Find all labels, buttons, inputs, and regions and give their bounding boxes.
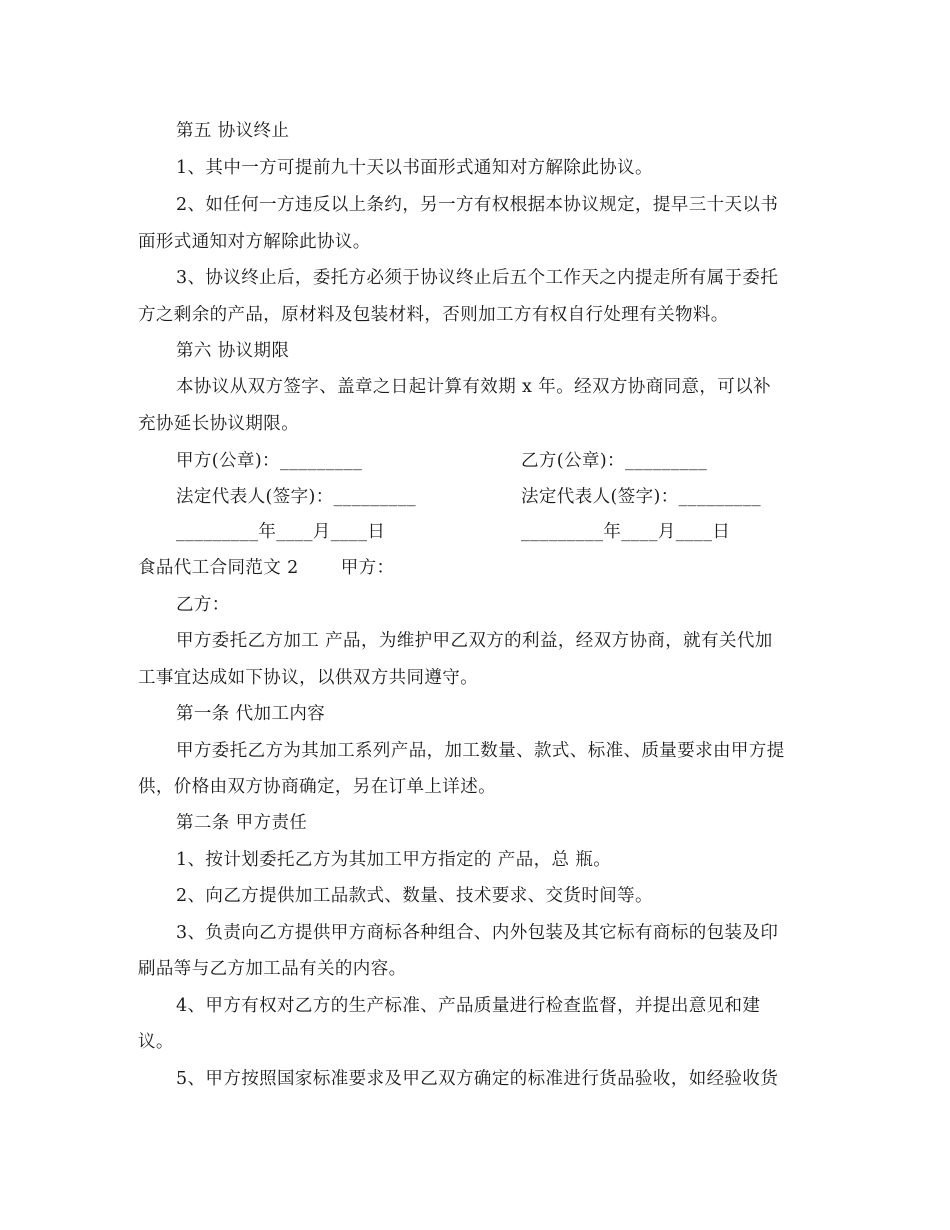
section5-item-3-line2: 方之剩余的产品，原材料及包装材料，否则加工方有权自行处理有关物料。 (138, 305, 729, 325)
article2-item-4-line1: 4、甲方有权对乙方的生产标准、产品质量进行检查监督，并提出意见和建 (176, 996, 761, 1016)
party-b-date-field: _________年____月____日 (521, 522, 731, 542)
section5-item-2-line1: 2、如任何一方违反以上条约，另一方有权根据本协议规定，提早三十天以书 (176, 195, 779, 215)
article2-item-4-line2: 议。 (138, 1032, 174, 1052)
article2-heading: 第二条 甲方责任 (176, 813, 308, 833)
article2-item-2: 2、向乙方提供加工品款式、数量、技术要求、交货时间等。 (176, 886, 653, 906)
article1-heading: 第一条 代加工内容 (176, 704, 326, 724)
party-a-date-field: _________年____月____日 (176, 522, 386, 542)
article2-item-3-line2: 刷品等与乙方加工品有关的内容。 (138, 959, 407, 979)
section6-text-line1: 本协议从双方签字、盖章之日起计算有效期 x 年。经双方协商同意，可以补 (176, 377, 771, 397)
section5-item-2-line2: 面形式通知对方解除此协议。 (138, 232, 371, 252)
section6-heading: 第六 协议期限 (176, 341, 290, 361)
party-b-representative-field: 法定代表人(签字)：_________ (521, 487, 762, 507)
section6-text-line2: 充协延长协议期限。 (138, 414, 300, 434)
party-b-seal-field: 乙方(公章)：_________ (521, 451, 708, 471)
contract2-intro-line2: 工事宜达成如下协议，以供双方共同遵守。 (138, 668, 479, 688)
contract2-title: 食品代工合同范文 2 (138, 558, 299, 578)
section5-heading: 第五 协议终止 (176, 121, 290, 141)
section5-item-3-line1: 3、协议终止后，委托方必须于协议终止后五个工作天之内提走所有属于委托 (176, 268, 779, 288)
article1-text-line1: 甲方委托乙方为其加工系列产品，加工数量、款式、标准、质量要求由甲方提 (176, 741, 785, 761)
contract2-title-line (138, 557, 394, 579)
party-a-representative-field: 法定代表人(签字)：_________ (176, 487, 417, 507)
contract2-intro-line1: 甲方委托乙方加工 产品，为维护甲乙双方的利益，经双方协商，就有关代加 (176, 631, 773, 651)
party-a-seal-field: 甲方(公章)：_________ (176, 451, 363, 471)
article2-item-5-line1: 5、甲方按照国家标准要求及甲乙双方确定的标准进行货品验收，如经验收货 (176, 1069, 779, 1089)
article1-text-line2: 供，价格由双方协商确定，另在订单上详述。 (138, 777, 496, 797)
contract2-party-b: 乙方： (176, 595, 230, 615)
section5-item-1: 1、其中一方可提前九十天以书面形式通知对方解除此协议。 (176, 158, 653, 178)
article2-item-3-line1: 3、负责向乙方提供甲方商标各种组合、内外包装及其它标有商标的包装及印 (176, 923, 779, 943)
article2-item-1: 1、按计划委托乙方为其加工甲方指定的 产品，总 瓶。 (176, 850, 612, 870)
contract2-party-a: 甲方： (340, 558, 395, 578)
